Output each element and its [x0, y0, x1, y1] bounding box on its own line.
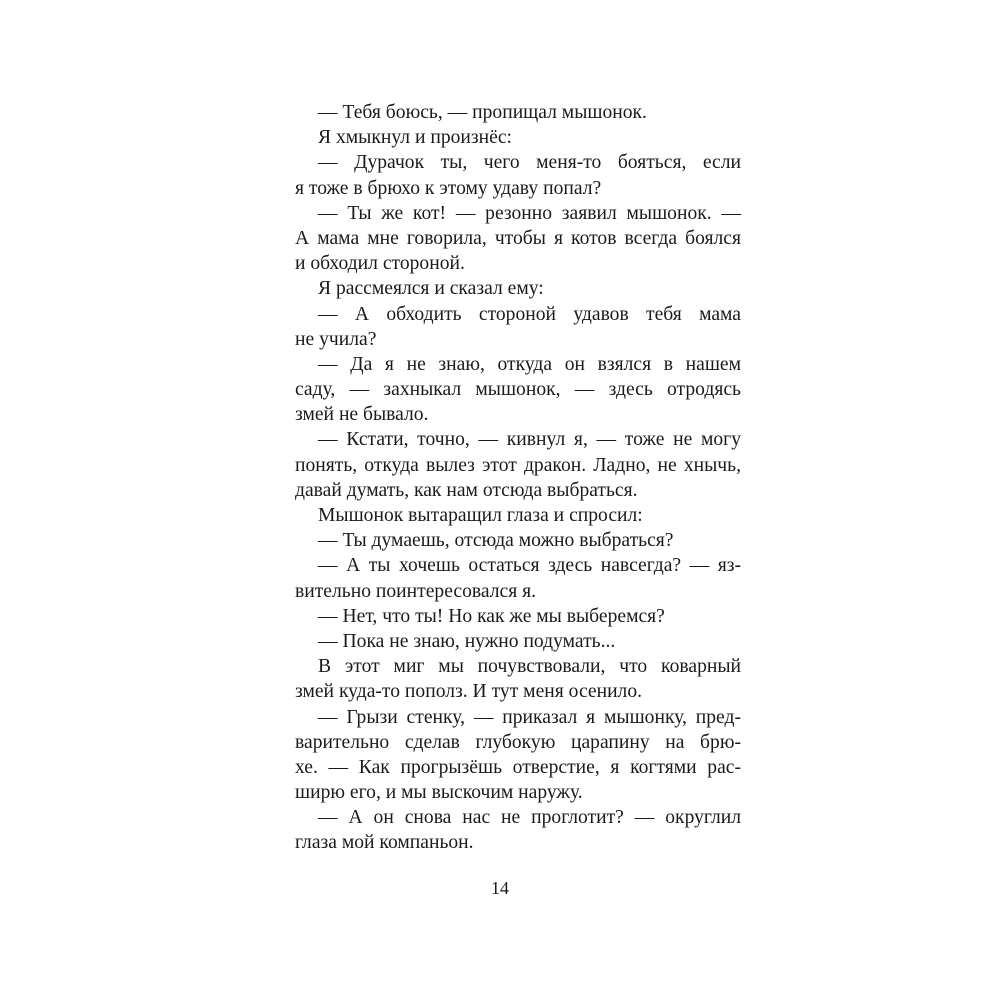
text-line: Мышонок вытаращил глаза и спросил:	[318, 505, 643, 526]
text-line: Я хмыкнул и произнёс:	[318, 127, 512, 149]
text-line: понять, откуда вылез этот дракон. Ладно, не хнычь,	[295, 454, 741, 476]
text-line: саду, — захныкал мышонок, — здесь отродясь	[295, 379, 741, 401]
text-line: не учила?	[295, 328, 377, 350]
text-line: — А обходить стороной удавов тебя мама	[318, 303, 741, 325]
text-line: — Тебя боюсь, — пропищал мышонок.	[318, 102, 647, 123]
text-line: В этот миг мы почувствовали, что коварный	[318, 656, 741, 678]
text-line: — Нет, что ты! Но как же мы выберемся?	[318, 605, 665, 627]
text-line: — Ты думаешь, отсюда можно выбраться?	[318, 530, 674, 552]
text-line: я тоже в брюхо к этому удаву попал?	[295, 177, 602, 199]
text-line: ширю его, и мы выскочим наружу.	[295, 782, 583, 804]
body-text	[295, 100, 741, 856]
text-line: хе. — Как прогрызёшь отверстие, я когтями рас-	[295, 756, 741, 778]
text-line: А мама мне говорила, чтобы я котов всегда боялся	[295, 227, 741, 249]
text-line: — Дурачок ты, чего меня-то бояться, если	[318, 152, 741, 174]
page-number: 14	[491, 878, 509, 898]
text-line: — Да я не знаю, откуда он взялся в нашем	[318, 353, 741, 375]
text-line: и обходил стороной.	[295, 253, 465, 275]
text-line: змей куда-то пополз. И тут меня осенило.	[295, 681, 643, 703]
text-line: варительно сделав глубокую царапину на брю-	[295, 731, 741, 753]
text-line: давай думать, как нам отсюда выбраться.	[295, 479, 638, 501]
text-line: — А ты хочешь остаться здесь навсегда? — яз-	[318, 555, 741, 577]
text-line: глаза мой компаньон.	[295, 832, 474, 854]
text-line: Я рассмеялся и сказал ему:	[318, 278, 544, 300]
text-line: — Кстати, точно, — кивнул я, — тоже не могу	[318, 429, 741, 451]
text-line: — Пока не знаю, нужно подумать...	[318, 630, 616, 652]
text-line: вительно поинтересовался я.	[295, 580, 537, 602]
text-line: — Грызи стенку, — приказал я мышонку, пред-	[318, 706, 741, 728]
text-line: змей не бывало.	[295, 404, 429, 426]
text-line: — А он снова нас не проглотит? — округлил	[318, 807, 741, 829]
text-line: — Ты же кот! — резонно заявил мышонок. —	[318, 202, 741, 224]
